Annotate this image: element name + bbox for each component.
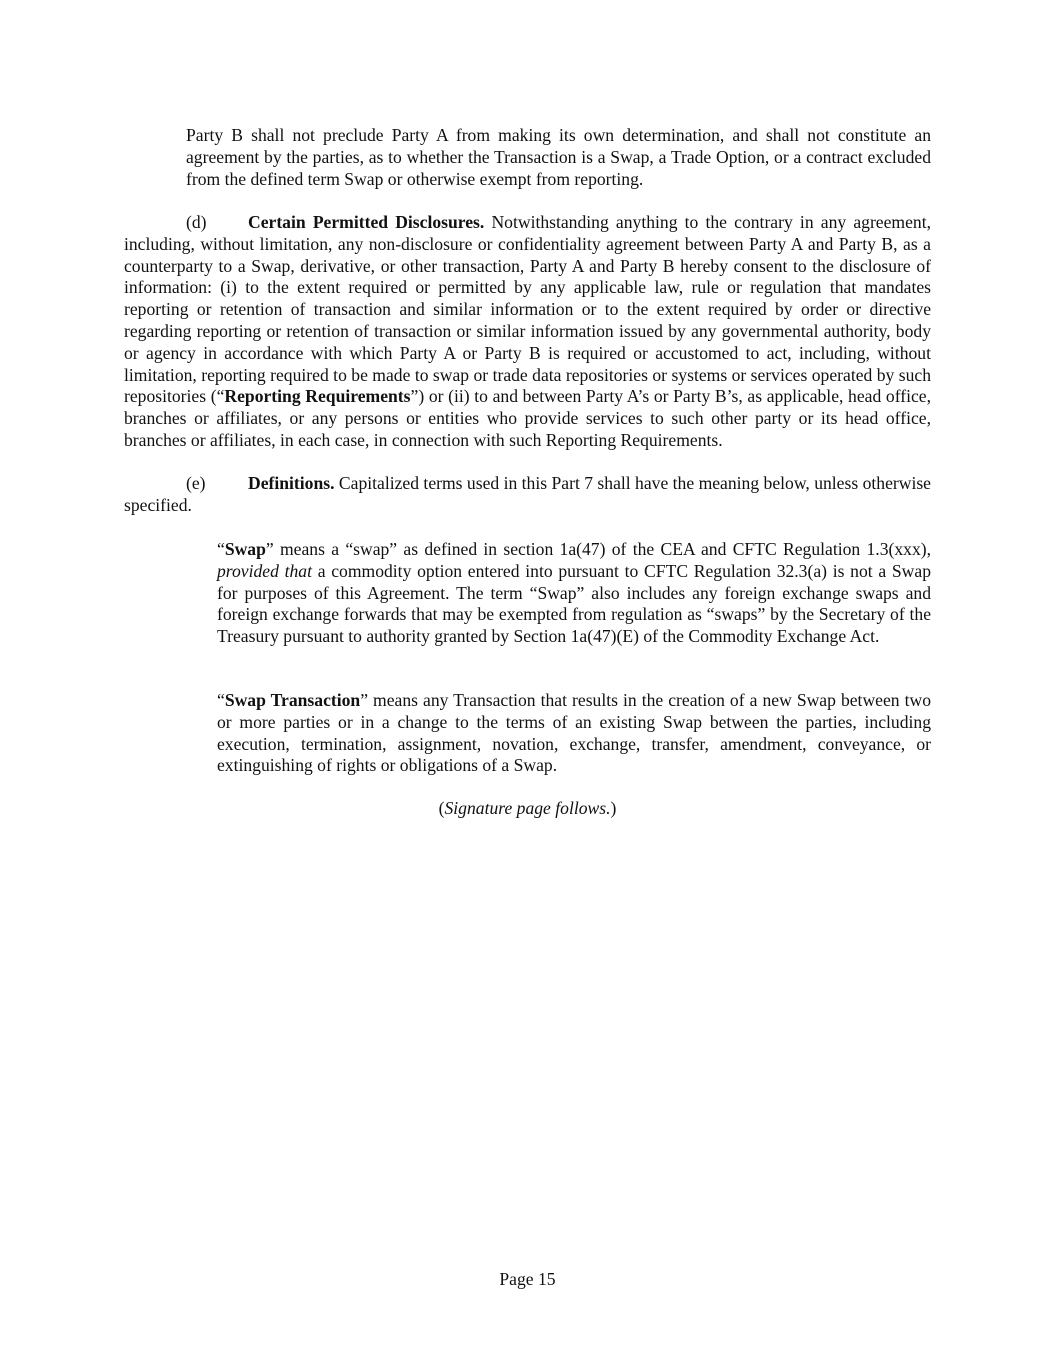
section-e-label: (e) bbox=[186, 473, 206, 493]
definition-swap-transaction-text: ” means any Transaction that results in the creation of a new Swap between two or more parties or in a change to the terms of an existing Swap between the parties, including execution, termination, assignment, novation, exchange, transfer, amendment, conveyance, or extinguishing of rights or obligations of a Swap. bbox=[217, 690, 931, 776]
signature-note-open: ( bbox=[438, 798, 445, 818]
section-d-paragraph bbox=[124, 212, 931, 452]
definition-swap-proviso: provided that bbox=[217, 560, 312, 581]
signature-page-note bbox=[0, 798, 1055, 820]
page-number: Page 15 bbox=[499, 1269, 556, 1289]
section-d-text-1: Notwithstanding anything to the contrary in any agreement, including, without limitation, any non-disclosure or confidentiality agreement between Party A and Party B, as a counterparty to a Swap, derivative, or other transaction, Party A and Party B hereby consent to the disclosure of information: (i) to the extent required or permitted by any applicable law, rule or regulation that mandates reporting or retention of transaction and similar information or to the extent required by order or directive regarding reporting or retention of transaction or similar information issued by any governmental authority, body or agency in accordance with which Party A or Party B is required or accustomed to act, including, without limitation, reporting required to be made to swap or trade data repositories or systems or services operated by such repositories (“ bbox=[124, 212, 931, 407]
signature-note-text: Signature page follows. bbox=[444, 798, 611, 818]
section-d-label: (d) bbox=[186, 212, 207, 232]
definition-swap-term: Swap bbox=[224, 539, 266, 559]
continuation-text: Party B shall not preclude Party A from making its own determination, and shall not constitute an agreement by the parties, as to whether the Transaction is a Swap, a Trade Option, or a contract excluded from the defined term Swap or otherwise exempt from reporting. bbox=[186, 125, 931, 189]
definition-swap-text-1: ” means a “swap” as defined in section 1a(47) of the CEA and CFTC Regulation 1.3(xxx), bbox=[265, 539, 931, 559]
definition-swap-transaction bbox=[217, 690, 931, 777]
definition-swap bbox=[217, 539, 931, 648]
definition-swap-transaction-term: Swap Transaction bbox=[224, 690, 361, 710]
reporting-requirements-term: Reporting Requirements bbox=[224, 386, 411, 407]
signature-note-close: ) bbox=[610, 798, 617, 818]
continuation-paragraph bbox=[186, 125, 931, 190]
definition-swap-transaction-open-quote: “ bbox=[217, 690, 225, 710]
section-d-text-2: ”) or (ii) to and between Party A’s or Party B’s, as applicable, head office, branches or affiliates, or any persons or entities who provide services to such other party or its head office, branches or affiliates, in each case, in connection with such Reporting Requirements. bbox=[124, 386, 931, 450]
definition-swap-text-2: a commodity option entered into pursuant to CFTC Regulation 32.3(a) is not a Swap for purposes of this Agreement. The term “Swap” also includes any foreign exchange swaps and foreign exchange forwards that may be exempted from regulation as “swaps” by the Secretary of the Treasury pursuant to authority granted by Section 1a(47)(E) of the Commodity Exchange Act. bbox=[217, 560, 931, 647]
section-d-heading: Certain Permitted Disclosures. bbox=[248, 212, 485, 232]
section-e-paragraph bbox=[124, 473, 931, 517]
definition-swap-open-quote: “ bbox=[217, 539, 225, 559]
section-e-heading: Definitions. bbox=[248, 473, 335, 493]
section-e-text: Capitalized terms used in this Part 7 shall have the meaning below, unless otherwise specified. bbox=[124, 473, 931, 515]
